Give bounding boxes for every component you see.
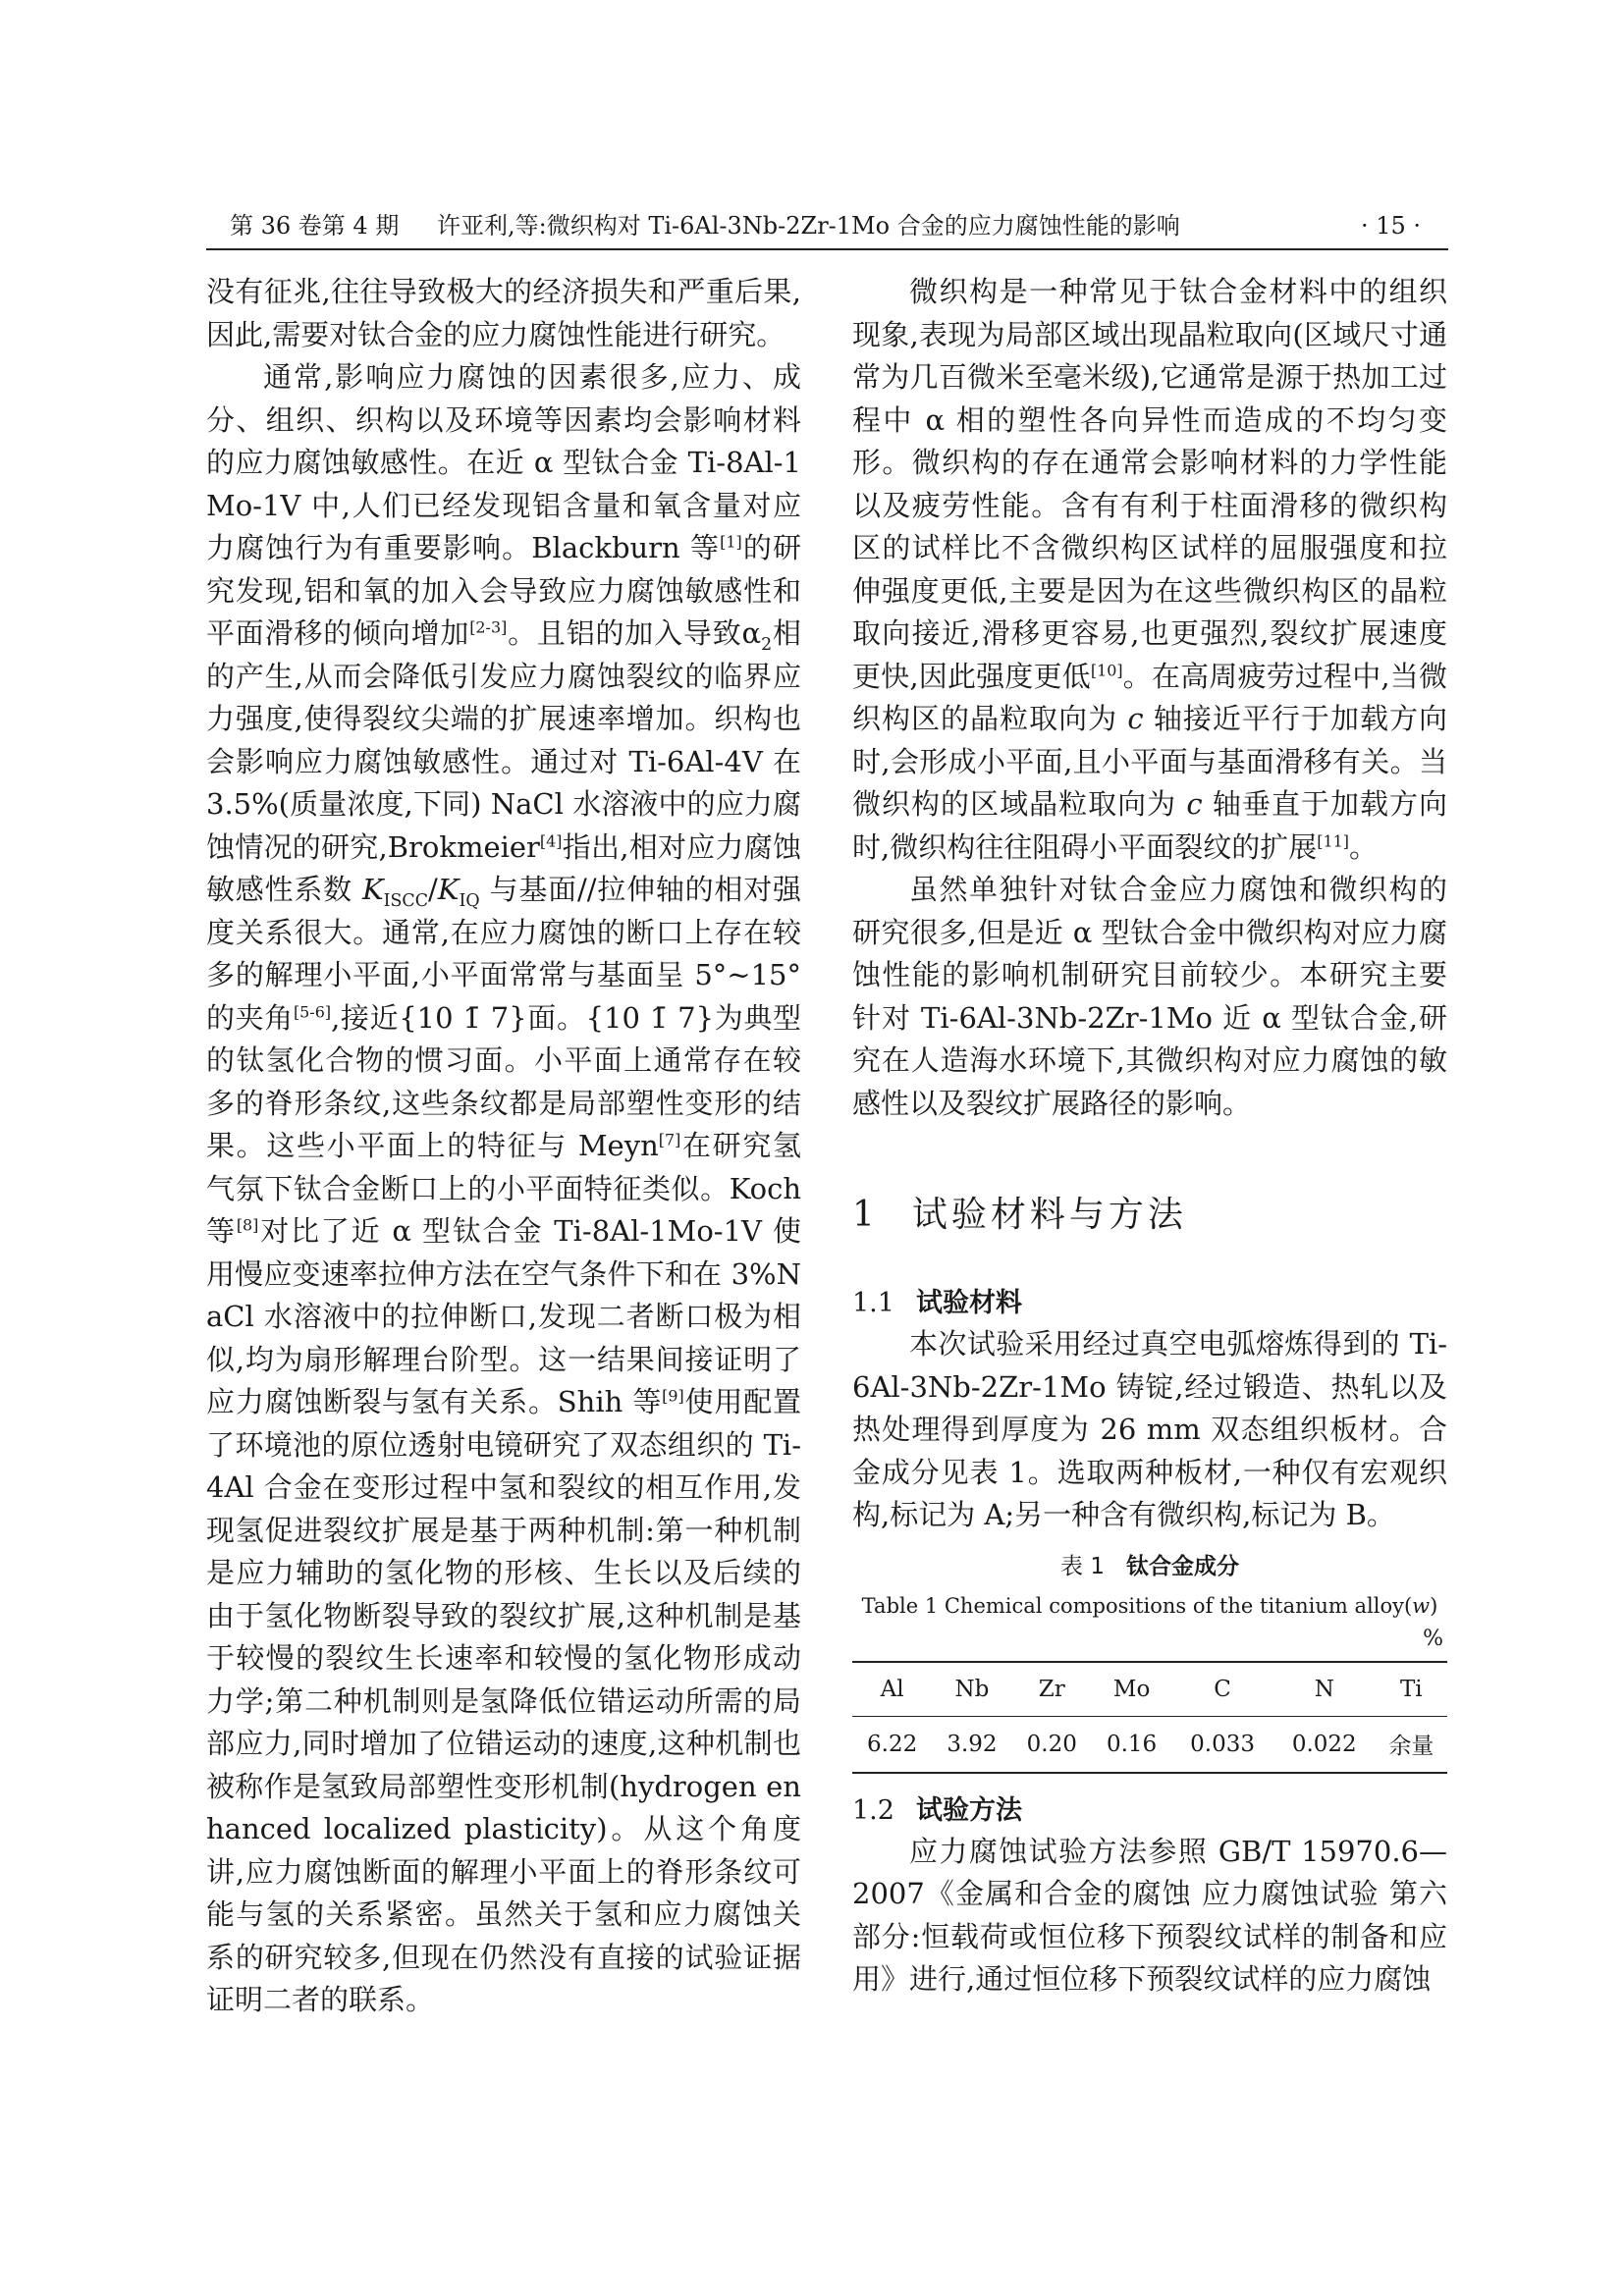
right-paragraph-materials: 本次试验采用经过真空电弧熔炼得到的 Ti-6Al-3Nb-2Zr-1Mo 铸锭,经过锻造、热轧以及热处理得到厚度为 26 mm 双态组织板材。合金成分见表 1。选取两种板材,一种仅有宏观织构,标记为 A;另一种含有微织构,标记为 B。 [852,1327,1447,1531]
left-column [206,271,801,2022]
table-header-cell: Ti [1376,1662,1447,1717]
table-row [852,1716,1447,1773]
table-cell: 0.033 [1171,1716,1273,1773]
header-rule [206,248,1448,250]
citation-ref: [5-6] [293,1001,332,1021]
table-cell: 0.20 [1012,1716,1092,1773]
section-heading-1: 1 试验材料与方法 [852,1195,1187,1235]
table-header-cell: Nb [932,1662,1011,1717]
table-cell: 0.022 [1273,1716,1376,1773]
subsection-heading-1-2: 1.2 试验方法 [852,1794,1022,1826]
page-number: · 15 · [1360,212,1421,240]
table-header-cell: C [1171,1662,1273,1717]
right-paragraph-methods: 应力腐蚀试验方法参照 GB/T 15970.6—2007《金属和合金的腐蚀 应力腐蚀试验 第六部分:恒载荷或恒位移下预裂纹试样的制备和应用》进行,通过恒位移下预裂纹试样的应力腐蚀 [852,1834,1447,1996]
table-header-cell: Mo [1092,1662,1171,1717]
citation-ref: [8] [236,1215,259,1235]
table-cell: 0.16 [1092,1716,1171,1773]
table-header-cell: Al [852,1662,932,1717]
citation-ref: [7] [658,1130,681,1149]
citation-ref: [2-3] [469,617,508,637]
citation-ref: [4] [539,830,563,850]
table-cell: 6.22 [852,1716,932,1773]
left-paragraph-1: 没有征兆,往往导致极大的经济损失和严重后果,因此,需要对钛合金的应力腐蚀性能进行研究。 [206,275,801,351]
citation-ref: [1] [720,532,742,552]
right-column [852,271,1447,2002]
left-paragraph-2: 通常,影响应力腐蚀的因素很多,应力、成分、组织、织构以及环境等因素均会影响材料的应力腐蚀敏感性。在近 α 型钛合金 Ti-8Al-1Mo-1V 中,人们已经发现铝含量和氧含量对应力腐蚀行为有重要影响。Blackburn 等[1]的研究发现,铝和氧的加入会导致应力腐蚀敏感性和平面滑移的倾向增加[2-3]。且铝的加入导致$\alpha_2$相的产生,从而会降低引发应力腐蚀裂纹的临界应力强度,使得裂纹尖端的扩展速率增加。织构也会影响应力腐蚀敏感性。通过对 Ti-6Al-4V 在 3.5%(质量浓度,下同) NaCl 水溶液中的应力腐蚀情况的研究,Brokmeier[4]指出,相对应力腐蚀敏感性系数 $K_{ISCC}/K_{IQ}$ 与基面//拉伸轴的相对强度关系很大。通常,在应力腐蚀的断口上存在较多的解理小平面,小平面常常与基面呈 5°~15° 的夹角[5-6],接近{10 1̄ 7}面。{10 1̄ 7}为典型的钛氢化合物的惯习面。小平面上通常存在较多的脊形条纹,这些条纹都是局部塑性变形的结果。这些小平面上的特征与 Meyn[7]在研究氢气氛下钛合金断口上的小平面特征类似。Koch 等[8]对比了近 α 型钛合金 Ti-8Al-1Mo-1V 使用慢应变速率拉伸方法在空气条件下和在 3%NaCl 水溶液中的拉伸断口,发现二者断口极为相似,均为扇形解理台阶型。这一结果间接证明了应力腐蚀断裂与氢有关系。Shih 等[9]使用配置了环境池的原位透射电镜研究了双态组织的 Ti-4Al 合金在变形过程中氢和裂纹的相互作用,发现氢促进裂纹扩展是基于两种机制:第一种机制是应力辅助的氢化物的形核、生长以及后续的由于氢化物断裂导致的裂纹扩展,这种机制是基于较慢的裂纹生长速率和较慢的氢化物形成动力学;第二种机制则是氢降低位错运动所需的局部应力,同时增加了位错运动的速度,这种机制也被称作是氢致局部塑性变形机制(hydrogen enhanced localized plasticity)。从这个角度讲,应力腐蚀断面的解理小平面上的脊形条纹可能与氢的关系紧密。虽然关于氢和应力腐蚀关系的研究较多,但现在仍然没有直接的试验证据证明二者的联系。 [206,360,802,2016]
running-header [206,209,1448,242]
table-header-cell: Zr [1012,1662,1092,1717]
subsection-heading-1-1: 1.1 试验材料 [852,1288,1022,1318]
citation-ref: [11] [1317,830,1349,850]
table-header-row [852,1662,1447,1717]
table-unit: % [1423,1626,1443,1651]
right-paragraph-2: 虽然单独针对钛合金应力腐蚀和微织构的研究很多,但是近 α 型钛合金中微织构对应力腐蚀性能的影响机制研究目前较少。本研究主要针对 Ti-6Al-3Nb-2Zr-1Mo 近 α 型钛合金,研究在人造海水环境下,其微织构对应力腐蚀的敏感性以及裂纹扩展路径的影响。 [852,873,1447,1120]
journal-issue: 第 36 卷第 4 期 [230,212,400,240]
table-header-cell: N [1273,1662,1376,1717]
table-cell: 余量 [1376,1716,1447,1773]
table-cell: 3.92 [932,1716,1011,1773]
right-paragraph-1: 微织构是一种常见于钛合金材料中的组织现象,表现为局部区域出现晶粒取向(区域尺寸通常为几百微米至毫米级),它通常是源于热加工过程中 α 相的塑性各向异性而造成的不均匀变形。微织构的存在通常会影响材料的力学性能以及疲劳性能。含有有利于柱面滑移的微织构区的试样比不含微织构区试样的屈服强度和拉伸强度更低,主要是因为在这些微织构区的晶粒取向接近,滑移更容易,也更强烈,裂纹扩展速度更快,因此强度更低[10]。在高周疲劳过程中,当微织构区的晶粒取向为 c 轴接近平行于加载方向时,会形成小平面,且小平面与基面滑移有关。当微织构的区域晶粒取向为 c 轴垂直于加载方向时,微织构往往阻碍小平面裂纹的扩展[11]。 [852,275,1447,864]
running-title: 许亚利,等:微织构对 Ti-6Al-3Nb-2Zr-1Mo 合金的应力腐蚀性能的影响 [437,212,1180,240]
table-caption-en: Table 1 Chemical compositions of the titanium alloy(w) [861,1593,1438,1618]
composition-table [852,1661,1447,1774]
table-caption-cn: 表 1 钛合金成分 [1060,1553,1239,1579]
citation-ref: [9] [662,1386,684,1406]
citation-ref: [10] [1090,660,1123,679]
